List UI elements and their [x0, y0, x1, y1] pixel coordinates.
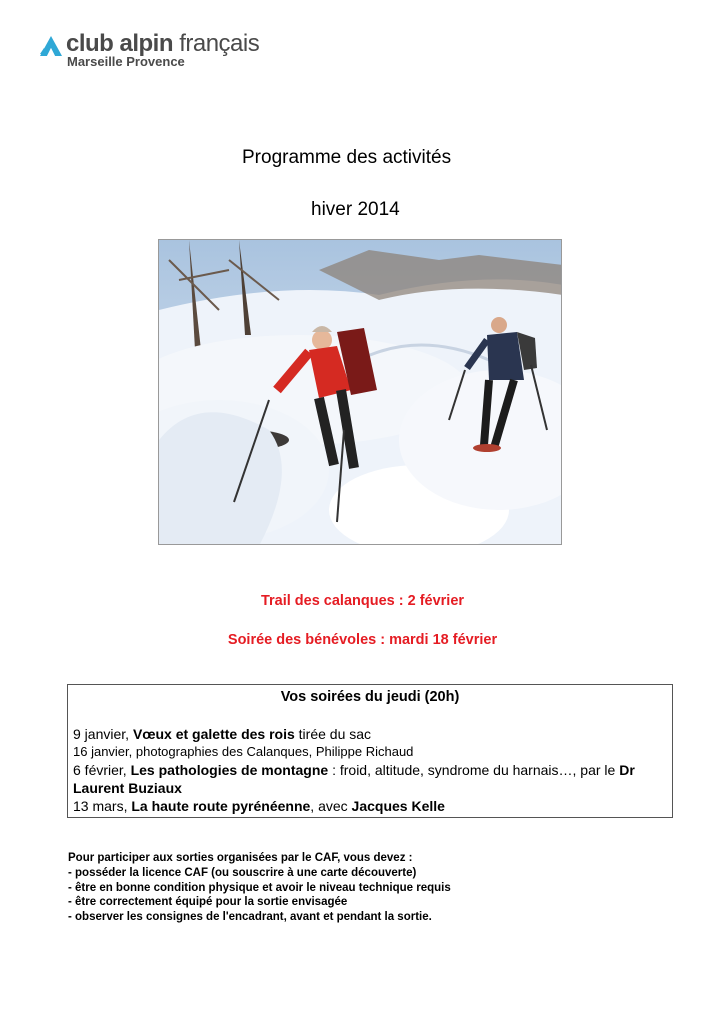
snowshoe-hikers-photo: [158, 239, 562, 545]
list-item: 13 mars, La haute route pyrénéenne, avec Jacques Kelle: [73, 798, 445, 814]
condition-item: - observer les consignes de l'encadrant, avant et pendant la sortie.: [68, 911, 432, 924]
list-item: 9 janvier, Vœux et galette des rois tirée du sac: [73, 726, 372, 742]
highlight-soiree-benevoles: Soirée des bénévoles : mardi 18 février: [227, 632, 498, 648]
mountain-logo-icon: [38, 34, 64, 60]
page-subtitle: hiver 2014: [311, 199, 400, 220]
logo-title: club alpin français: [66, 30, 260, 57]
highlight-trail: Trail des calanques : 2 février: [260, 593, 465, 609]
condition-item: - posséder la licence CAF (ou souscrire à une carte découverte): [68, 866, 417, 879]
list-item: 6 février, Les pathologies de montagne : froid, altitude, syndrome du harnais…, par le Dr Laurent Buziaux: [73, 762, 635, 796]
condition-item: - être en bonne condition physique et avoir le niveau technique requis: [68, 881, 451, 894]
logo-subtitle: Marseille Provence: [67, 54, 185, 69]
club-logo: [38, 30, 258, 76]
soirees-heading: Vos soirées du jeudi (20h): [280, 689, 460, 705]
participation-conditions: [68, 851, 451, 925]
conditions-intro: Pour participer aux sorties organisées par le CAF, vous devez :: [68, 852, 413, 864]
condition-item: - être correctement équipé pour la sortie envisagée: [68, 896, 348, 909]
page-title: Programme des activités: [242, 147, 452, 168]
soirees-box: [67, 684, 673, 818]
list-item: 16 janvier, photographies des Calanques, Philippe Richaud: [73, 744, 414, 759]
